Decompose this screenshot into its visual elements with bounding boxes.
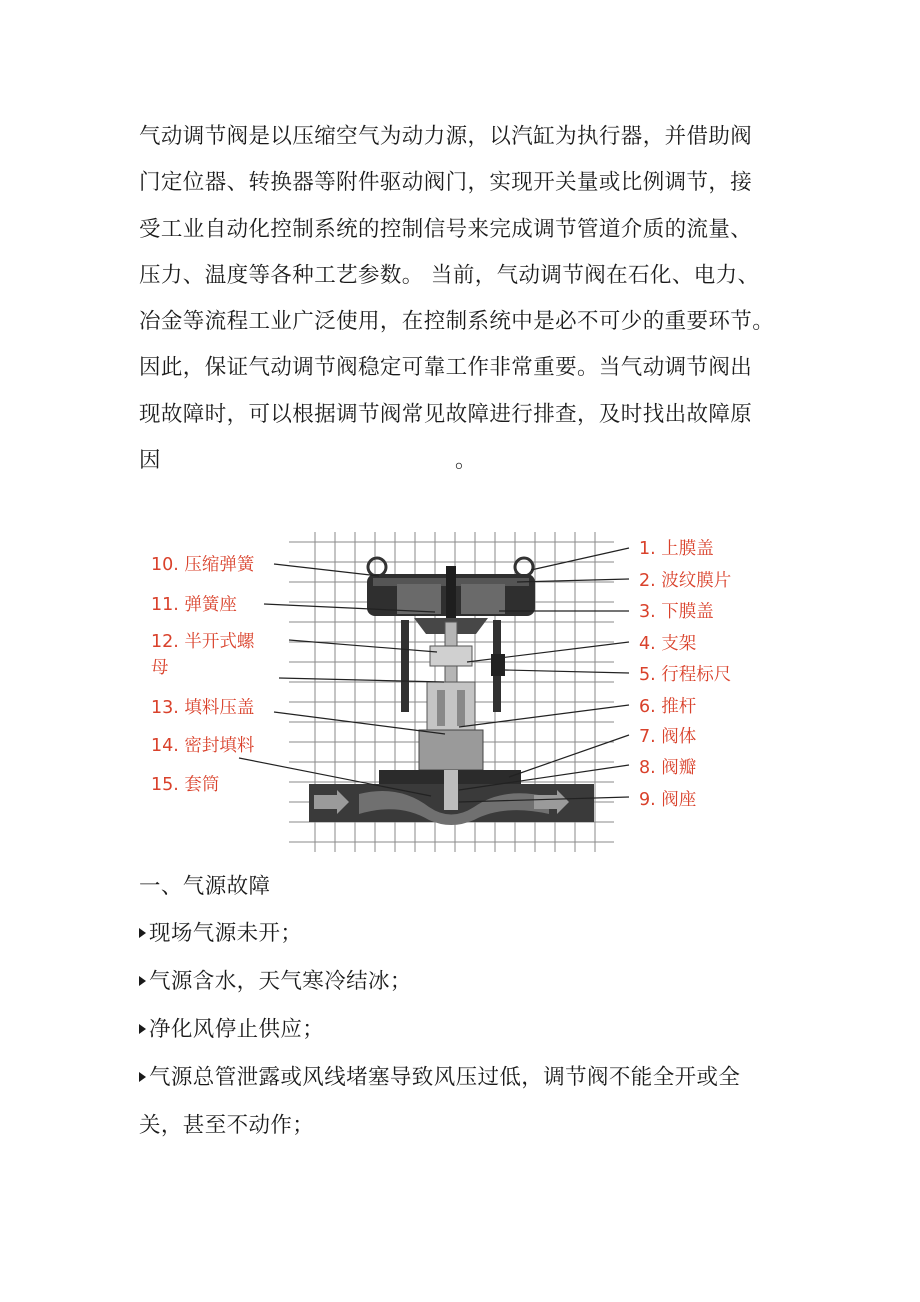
bullet-icon (139, 976, 146, 986)
diagram-label-half-open-nut-cont: 母 (151, 658, 169, 678)
intro-line: 气动调节阀是以压缩空气为动力源，以汽缸为执行器，并借助阀 (139, 124, 753, 149)
list-item (139, 958, 819, 1006)
intro-line: 冶金等流程工业广泛使用，在控制系统中是必不可少的重要环节。 (139, 309, 775, 335)
diagram-label-valve-seat: 9. 阀座 (639, 790, 697, 810)
section-heading: 一、气源故障 (139, 874, 271, 899)
diagram-label-spring-seat: 11. 弹簧座 (151, 595, 237, 615)
bullet-icon (139, 1024, 146, 1034)
list-item-continuation: 关，甚至不动作； (139, 1113, 315, 1138)
list-item (139, 910, 819, 958)
bullet-icon (139, 928, 146, 938)
diagram-label-diaphragm: 2. 波纹膜片 (639, 571, 732, 591)
diagram-label-compression-spring: 10. 压缩弹簧 (151, 555, 255, 575)
bullet-icon (139, 1072, 146, 1082)
diagram-label-seal-packing: 14. 密封填料 (151, 736, 255, 756)
valve-diagram (139, 522, 779, 857)
diagram-label-sleeve: 15. 套筒 (151, 775, 220, 795)
diagram-label-lower-cover: 3. 下膜盖 (639, 602, 714, 622)
diagram-label-valve-disc: 8. 阀瓣 (639, 758, 697, 778)
diagram-label-packing-gland: 13. 填料压盖 (151, 698, 255, 718)
fault-section (139, 864, 819, 1150)
intro-line: 受工业自动化控制系统的控制信号来完成调节管道介质的流量、 (139, 216, 753, 242)
diagram-label-bracket: 4. 支架 (639, 634, 697, 654)
intro-end-mark: 。 (455, 448, 477, 474)
diagram-label-valve-body: 7. 阀体 (639, 727, 697, 747)
intro-last-word: 因 (139, 448, 161, 474)
diagram-label-push-rod: 6. 推杆 (639, 697, 697, 717)
list-item-text: 净化风停止供应； (149, 1017, 325, 1042)
intro-line: 门定位器、转换器等附件驱动阀门，实现开关量或比例调节，接 (139, 170, 753, 196)
diagram-label-upper-cover: 1. 上膜盖 (639, 539, 714, 559)
intro-line: 现故障时，可以根据调节阀常见故障进行排查，及时找出故障原 (139, 401, 753, 427)
list-item-text: 气源总管泄露或风线堵塞导致风压过低，调节阀不能全开或全 (149, 1065, 741, 1090)
intro-last-line (139, 438, 809, 484)
intro-paragraph (139, 114, 809, 484)
list-item (139, 1054, 819, 1102)
diagram-label-half-open-nut: 12. 半开式螺 (151, 632, 255, 652)
list-item (139, 1006, 819, 1054)
intro-line: 压力、温度等各种工艺参数。 当前，气动调节阀在石化、电力、 (139, 262, 760, 288)
diagram-label-travel-scale: 5. 行程标尺 (639, 665, 732, 685)
list-item-text: 气源含水，天气寒冷结冰； (149, 969, 412, 994)
intro-line: 因此，保证气动调节阀稳定可靠工作非常重要。当气动调节阀出 (139, 355, 753, 381)
list-item-text: 现场气源未开； (149, 921, 303, 946)
valve-diagram-svg (139, 522, 779, 857)
